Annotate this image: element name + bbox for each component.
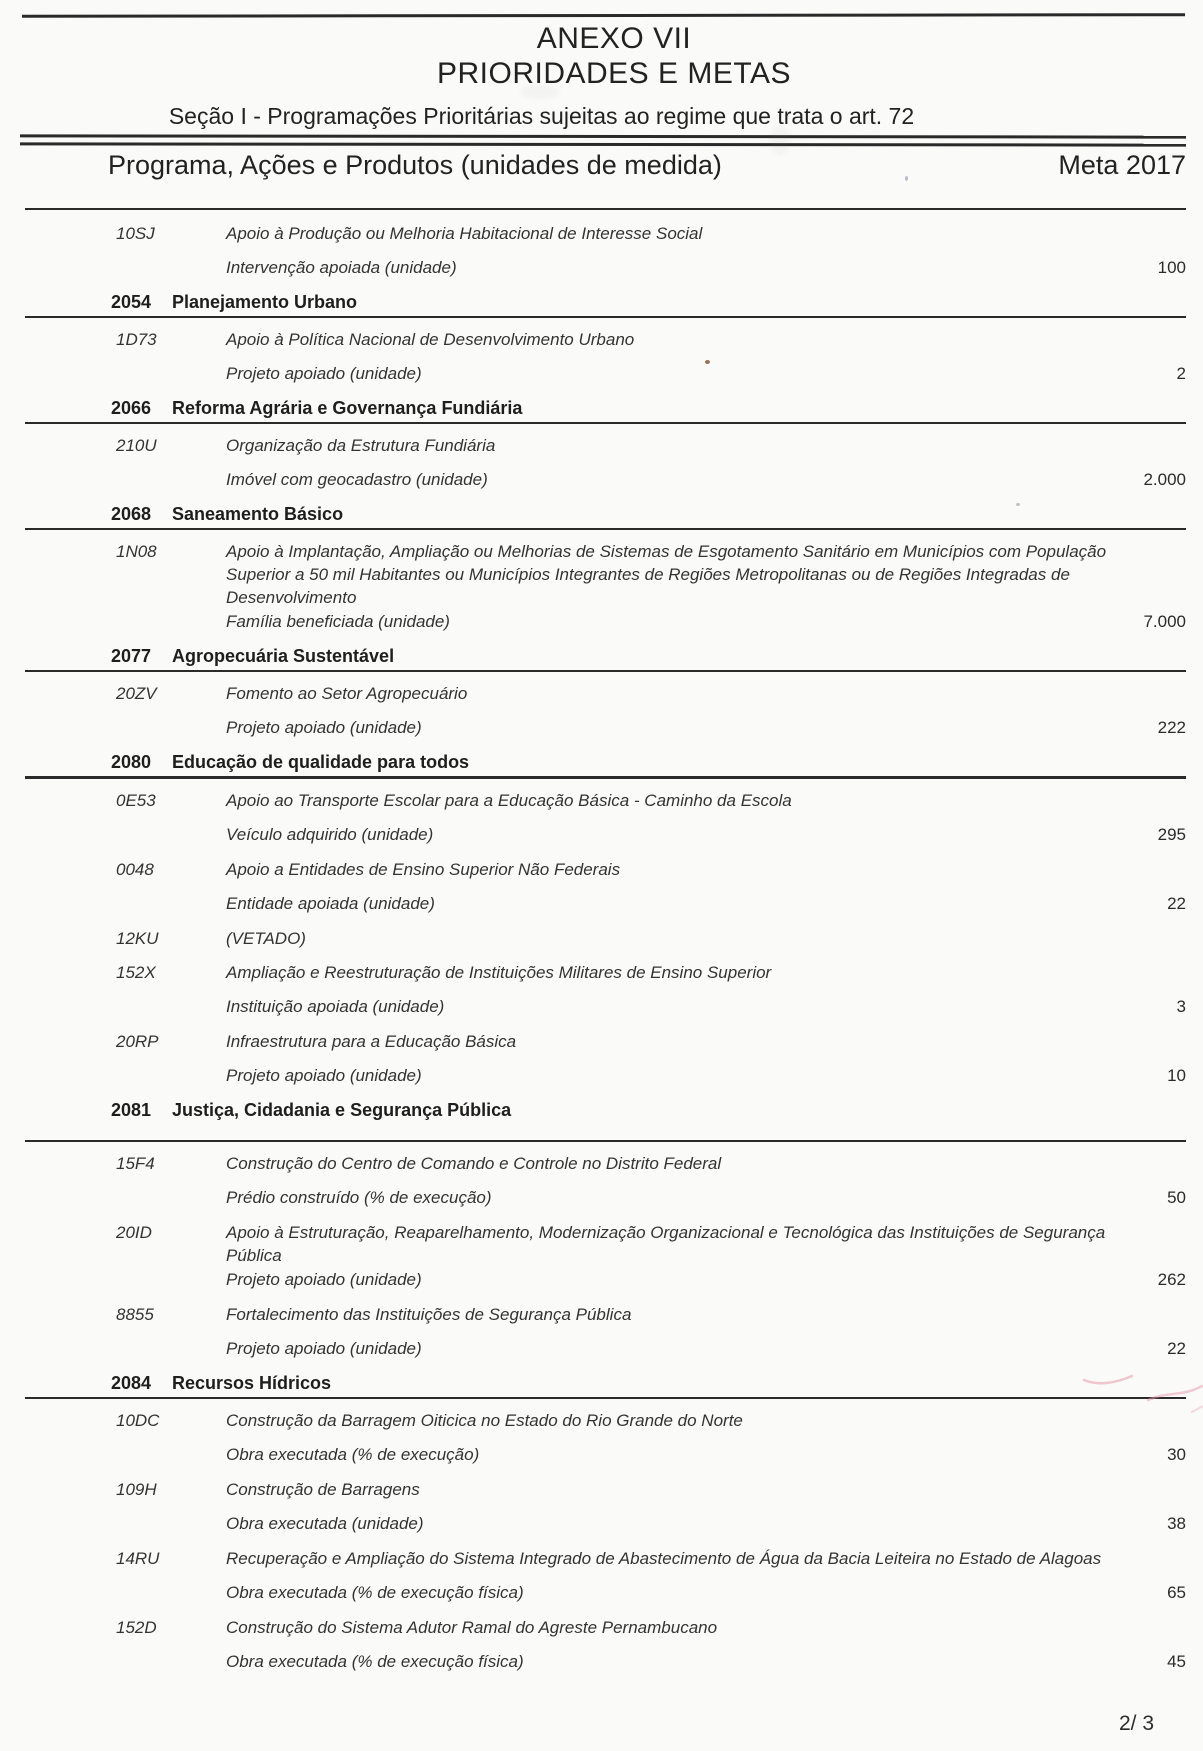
action-code: 10SJ (116, 224, 155, 243)
action-row (0, 1409, 1203, 1432)
action-title-line: Infraestrutura para a Educação Básica (226, 1032, 517, 1051)
action-row (0, 1547, 1203, 1570)
document-title-line2: PRIORIDADES E METAS (436, 57, 791, 90)
action-row (0, 789, 1203, 812)
product-row (0, 823, 1203, 846)
meta-value: 2.000 (1143, 470, 1186, 489)
meta-value: 100 (1157, 258, 1186, 277)
action-code: 20ZV (116, 684, 157, 703)
section-rule (25, 776, 1186, 779)
section-rule (25, 1140, 1186, 1142)
action-row (0, 682, 1203, 705)
action-title-line: Desenvolvimento (226, 588, 357, 607)
header-separator-rule (25, 208, 1186, 210)
action-title-line: Apoio à Produção ou Melhoria Habitacional de Interesse Social (226, 224, 703, 243)
action-row (0, 222, 1203, 245)
product-label: Imóvel com geocadastro (unidade) (226, 470, 488, 489)
meta-value: 50 (1167, 1188, 1186, 1207)
product-row (0, 256, 1203, 279)
action-title-line: Apoio à Estruturação, Reaparelhamento, Modernização Organizacional e Tecnológica das Instituições de Segurança (226, 1223, 1106, 1242)
program-row (0, 751, 1203, 774)
program-row (0, 503, 1203, 526)
product-label: Instituição apoiada (unidade) (226, 997, 445, 1016)
program-name: Recursos Hídricos (172, 1373, 332, 1393)
program-number: 2066 (111, 398, 152, 418)
action-code: 14RU (116, 1549, 160, 1568)
action-row (0, 434, 1203, 457)
product-row (0, 1512, 1203, 1535)
meta-value: 22 (1167, 894, 1186, 913)
section-title: Seção I - Programações Prioritárias sujeitas ao regime que trata o art. 72 (168, 103, 915, 129)
action-title-line: Construção do Sistema Adutor Ramal do Agreste Pernambucano (226, 1618, 718, 1637)
action-code: 109H (116, 1480, 157, 1499)
section-rule (25, 316, 1186, 318)
product-row (0, 1337, 1203, 1360)
action-title-line: Pública (226, 1246, 282, 1265)
column-header-programs: Programa, Ações e Produtos (unidades de medida) (108, 150, 722, 180)
meta-value: 22 (1167, 1339, 1186, 1358)
scan-smudge (770, 125, 790, 155)
product-row (0, 1581, 1203, 1604)
program-name: Saneamento Básico (172, 504, 344, 524)
meta-value: 295 (1157, 825, 1186, 844)
program-number: 2077 (111, 646, 152, 666)
program-row (0, 397, 1203, 420)
document-title-line1: ANEXO VII (536, 22, 692, 55)
action-title-line: Ampliação e Reestruturação de Instituições Militares de Ensino Superior (226, 963, 772, 982)
action-code: 0E53 (116, 791, 156, 810)
action-row (0, 1616, 1203, 1639)
program-row (0, 1099, 1203, 1122)
action-title-line: Organização da Estrutura Fundiária (226, 436, 496, 455)
product-row (0, 995, 1203, 1018)
action-row (0, 328, 1203, 351)
program-number: 2080 (111, 752, 152, 772)
product-label: Entidade apoiada (unidade) (226, 894, 435, 913)
product-label: Prédio construído (% de execução) (226, 1188, 492, 1207)
action-code: 1N08 (116, 542, 157, 561)
program-row (0, 645, 1203, 668)
meta-value: 2 (1176, 364, 1186, 383)
product-label: Projeto apoiado (unidade) (226, 1270, 422, 1289)
product-row (0, 1650, 1203, 1673)
program-name: Educação de qualidade para todos (172, 752, 470, 772)
action-code: 20RP (116, 1032, 159, 1051)
meta-value: 7.000 (1143, 612, 1186, 631)
product-label: Obra executada (% de execução física) (226, 1652, 524, 1671)
product-label: Obra executada (% de execução) (226, 1445, 480, 1464)
meta-value: 10 (1167, 1066, 1186, 1085)
program-name: Reforma Agrária e Governança Fundiária (172, 398, 523, 418)
action-row (0, 1221, 1203, 1267)
action-row (0, 1303, 1203, 1326)
product-row (0, 1064, 1203, 1087)
action-title-line: Fomento ao Setor Agropecuário (226, 684, 468, 703)
product-label: Obra executada (% de execução física) (226, 1583, 524, 1602)
program-name: Planejamento Urbano (172, 292, 358, 312)
action-code: 0048 (116, 860, 154, 879)
action-title-line: Recuperação e Ampliação do Sistema Integrado de Abastecimento de Água da Bacia Leiteira no Estado de Alagoas (226, 1549, 1102, 1568)
product-label: Família beneficiada (unidade) (226, 612, 450, 631)
product-row (0, 1186, 1203, 1209)
action-title-line: Construção de Barragens (226, 1480, 420, 1499)
column-header-meta: Meta 2017 (1058, 150, 1186, 180)
action-code: 1D73 (116, 330, 157, 349)
action-code: 12KU (116, 929, 159, 948)
product-label: Projeto apoiado (unidade) (226, 1066, 422, 1085)
meta-value: 262 (1157, 1270, 1186, 1289)
product-label: Projeto apoiado (unidade) (226, 364, 422, 383)
product-label: Obra executada (unidade) (226, 1514, 424, 1533)
product-row (0, 468, 1203, 491)
scan-speck (905, 176, 908, 181)
meta-value: 222 (1157, 718, 1186, 737)
section-rule (25, 422, 1186, 424)
action-title-line: Apoio à Política Nacional de Desenvolvimento Urbano (226, 330, 635, 349)
scan-speck (705, 360, 710, 364)
product-row (0, 610, 1203, 633)
action-title-line: (VETADO) (226, 929, 306, 948)
section-rule (25, 1397, 1186, 1399)
program-number: 2068 (111, 504, 152, 524)
meta-value: 65 (1167, 1583, 1186, 1602)
double-rule-bottom (20, 142, 1186, 146)
product-row (0, 1443, 1203, 1466)
program-row (0, 1372, 1203, 1395)
program-row (0, 291, 1203, 314)
product-label: Projeto apoiado (unidade) (226, 1339, 422, 1358)
action-row (0, 1478, 1203, 1501)
action-row (0, 540, 1203, 609)
action-code: 15F4 (116, 1154, 155, 1173)
top-border-rule (22, 13, 1185, 18)
action-row (0, 1152, 1203, 1175)
product-row (0, 1268, 1203, 1291)
section-rule (25, 670, 1186, 672)
product-row (0, 892, 1203, 915)
table-header-row (0, 150, 1203, 186)
action-code: 210U (116, 436, 157, 455)
scan-speck (1016, 503, 1020, 506)
action-row (0, 858, 1203, 881)
product-row (0, 362, 1203, 385)
action-row (0, 1030, 1203, 1053)
program-name: Justiça, Cidadania e Segurança Pública (172, 1100, 512, 1120)
action-row (0, 961, 1203, 984)
meta-value: 30 (1167, 1445, 1186, 1464)
action-code: 8855 (116, 1305, 154, 1324)
scan-smudge (520, 85, 560, 99)
product-label: Intervenção apoiada (unidade) (226, 258, 457, 277)
action-title-line: Construção do Centro de Comando e Controle no Distrito Federal (226, 1154, 722, 1173)
action-title-line: Construção da Barragem Oiticica no Estado do Rio Grande do Norte (226, 1411, 743, 1430)
action-code: 10DC (116, 1411, 160, 1430)
action-title-line: Apoio ao Transporte Escolar para a Educação Básica - Caminho da Escola (226, 791, 792, 810)
meta-value: 45 (1167, 1652, 1186, 1671)
program-name: Agropecuária Sustentável (172, 646, 395, 666)
action-code: 152X (116, 963, 156, 982)
action-title-line: Superior a 50 mil Habitantes ou Municípios Integrantes de Regiões Metropolitanas ou de Regiões Integradas de (226, 565, 1070, 584)
action-code: 20ID (116, 1223, 152, 1242)
program-number: 2054 (111, 292, 152, 312)
product-row (0, 716, 1203, 739)
action-title-line: Fortalecimento das Instituições de Segurança Pública (226, 1305, 632, 1324)
action-title-line: Apoio à Implantação, Ampliação ou Melhorias de Sistemas de Esgotamento Sanitário em Municípios com População (226, 542, 1107, 561)
page-number: 2/ 3 (1118, 1712, 1154, 1735)
action-code: 152D (116, 1618, 157, 1637)
table-body (0, 222, 1203, 1685)
product-label: Veículo adquirido (unidade) (226, 825, 434, 844)
meta-value: 3 (1176, 997, 1186, 1016)
meta-value: 38 (1167, 1514, 1186, 1533)
program-number: 2084 (111, 1373, 152, 1393)
section-rule (25, 528, 1186, 530)
action-row (0, 927, 1203, 950)
double-rule-top (20, 134, 1186, 138)
product-label: Projeto apoiado (unidade) (226, 718, 422, 737)
program-number: 2081 (111, 1100, 152, 1120)
action-title-line: Apoio a Entidades de Ensino Superior Não Federais (226, 860, 621, 879)
